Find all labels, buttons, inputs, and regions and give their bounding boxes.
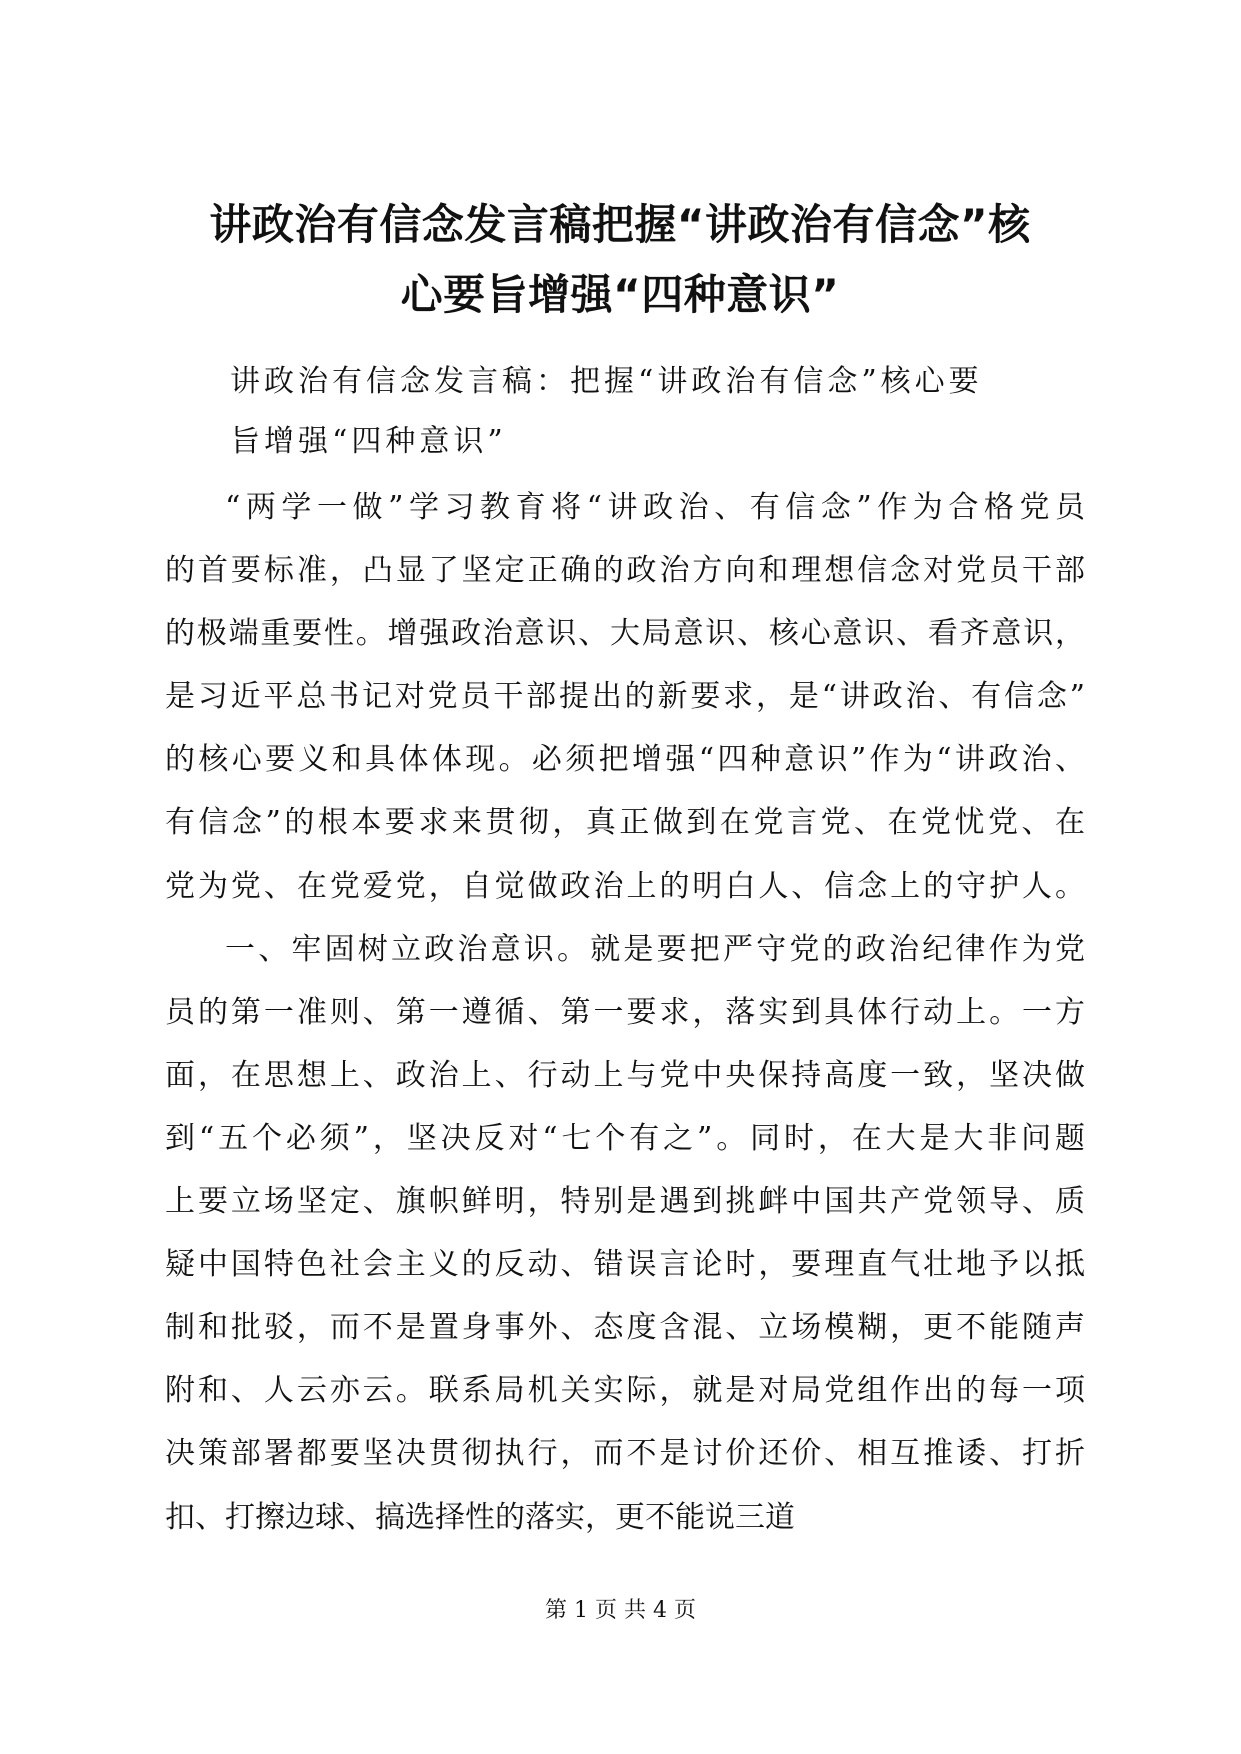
page-number-footer: 第 1 页 共 4 页 [545,1598,696,1623]
text-line: 是习近平总书记对党员干部提出的新要求，是“讲政治、有信念” [165,679,1085,715]
text-line: 的首要标准，凸显了坚定正确的政治方向和理想信念对党员干部 [165,553,1085,589]
document-subtitle [230,352,1050,472]
text-line: 扣、打擦边球、搞选择性的落实，更不能说三道 [165,1499,795,1535]
text-line: 有信念”的根本要求来贯彻，真正做到在党言党、在党忧党、在 [165,805,1085,841]
text-line: 员的第一准则、第一遵循、第一要求，落实到具体行动上。一方 [165,994,1085,1030]
document-title [150,190,1090,330]
title-line: 讲政治有信念发言稿把握“讲政治有信念”核 [209,200,1031,249]
title-line: 心要旨增强“四种意识” [400,270,840,319]
paragraph-political-awareness [165,918,1085,1549]
text-line: “两学一做”学习教育将“讲政治、有信念”作为合格党员 [225,490,1085,525]
paragraph-intro [165,476,1085,918]
text-line: 附和、人云亦云。联系局机关实际，就是对局党组作出的每一项 [165,1373,1085,1409]
text-line: 的核心要义和具体体现。必须把增强“四种意识”作为“讲政治、 [165,742,1085,778]
text-line: 决策部署都要坚决贯彻执行，而不是讨价还价、相互推诿、打折 [165,1436,1085,1472]
text-line: 党为党、在党爱党，自觉做政治上的明白人、信念上的守护人。 [165,868,1085,904]
text-line: 制和批驳，而不是置身事外、态度含混、立场模糊，更不能随声 [165,1310,1085,1346]
text-line: 上要立场坚定、旗帜鲜明，特别是遇到挑衅中国共产党领导、质 [165,1184,1085,1220]
text-line: 面，在思想上、政治上、行动上与党中央保持高度一致，坚决做 [165,1057,1085,1093]
text-line: 疑中国特色社会主义的反动、错误言论时，要理直气壮地予以抵 [165,1247,1085,1283]
subtitle-line: 讲政治有信念发言稿：把握“讲政治有信念”核心要 [230,364,983,399]
document-body [165,476,1085,1549]
text-line: 的极端重要性。增强政治意识、大局意识、核心意识、看齐意识， [165,616,1085,652]
subtitle-line: 旨增强“四种意识” [230,424,507,459]
text-line: 到“五个必须”，坚决反对“七个有之”。同时，在大是大非问题 [165,1120,1085,1156]
text-line: 一、牢固树立政治意识。就是要把严守党的政治纪律作为党 [225,931,1085,967]
